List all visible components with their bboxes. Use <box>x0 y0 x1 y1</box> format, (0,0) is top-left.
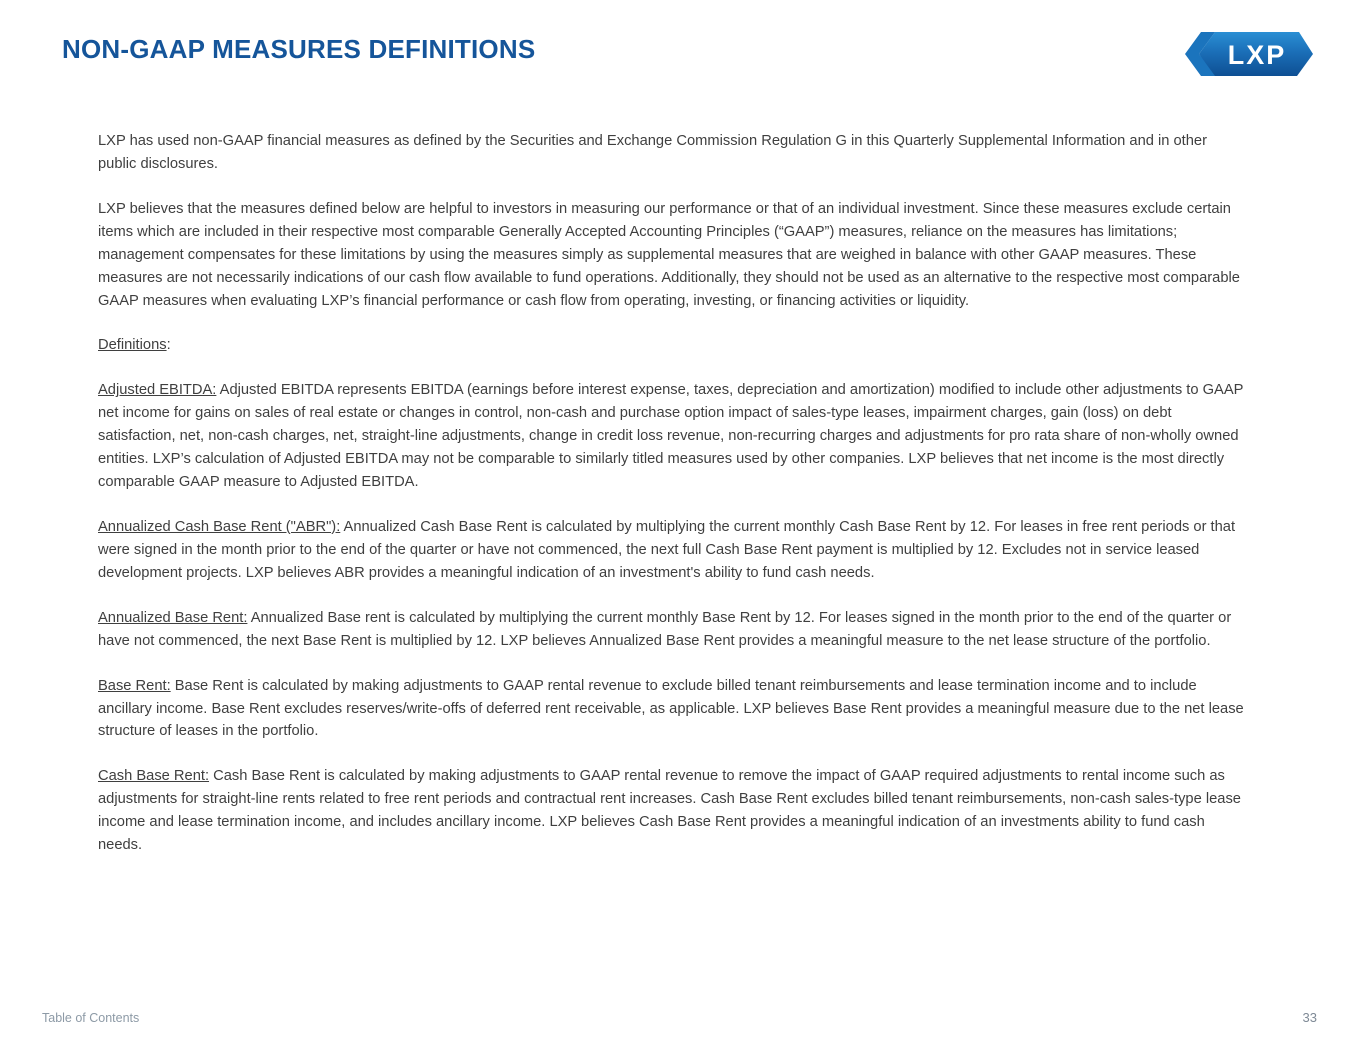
definition-text-base-rent: Base Rent is calculated by making adjustments to GAAP rental revenue to exclude billed tenant reimbursements and lease termination income and to include ancillary income. Base Rent excludes reserves/write-offs of deferred rent receivable, as applicable. LXP believes Base Rent provides a meaningful measure due to the net lease structure of leases in the portfolio. <box>98 677 1244 740</box>
definition-term-base-rent: Base Rent: <box>98 677 171 694</box>
definition-term-cash-base-rent: Cash Base Rent: <box>98 768 210 785</box>
definition-adjusted-ebitda <box>98 379 1246 494</box>
paragraph-intro-2: LXP believes that the measures defined below are helpful to investors in measuring our performance or that of an individual investment. Since these measures exclude certain items which are included in their respective most comparable Generally Accepted Accounting Principles (“GAAP”) measures, reliance on the measures has limitations; management compensates for these limitations by using the measures simply as supplemental measures that are weighed in balance with other GAAP measures. These measures are not necessarily indications of our cash flow available to fund operations. Additionally, they should not be used as an alternative to the respective most comparable GAAP measures when evaluating LXP’s financial performance or cash flow from operating, investing, or financing activities or liquidity. <box>98 200 1240 309</box>
definition-term-annualized-base-rent: Annualized Base Rent: <box>98 609 248 626</box>
svg-text:LXP: LXP <box>1227 40 1287 70</box>
definitions-heading-colon: : <box>166 337 171 354</box>
page-title: NON-GAAP MEASURES DEFINITIONS <box>62 34 536 64</box>
paragraph-intro-1: LXP has used non-GAAP financial measures as defined by the Securities and Exchange Commission Regulation G in this Quarterly Supplemental Information and in other public disclosures. <box>98 133 1207 172</box>
body-content <box>98 130 1246 857</box>
lxp-logo <box>1185 26 1313 82</box>
definition-text-adjusted-ebitda: Adjusted EBITDA represents EBITDA (earnings before interest expense, taxes, depreciation and amortization) modified to include other adjustments to GAAP net income for gains on sales of real estate or changes in control, non-cash and purchase option impact of sales-type leases, impairment charges, gain (loss) on debt satisfaction, net, non-cash charges, net, straight-line adjustments, change in credit loss revenue, non-recurring charges and adjustments for pro rata share of non-wholly owned entities. LXP’s calculation of Adjusted EBITDA may not be comparable to similarly titled measures used by other companies. LXP believes that net income is the most directly comparable GAAP measure to Adjusted EBITDA. <box>98 382 1244 491</box>
definitions-heading <box>98 334 1246 357</box>
page-number: 33 <box>1302 1010 1317 1025</box>
definition-annualized-base-rent <box>98 607 1246 653</box>
definitions-heading-label: Definitions <box>98 337 167 354</box>
definition-base-rent <box>98 675 1246 744</box>
definition-cash-base-rent <box>98 765 1246 857</box>
definition-term-annualized-cash-base-rent: Annualized Cash Base Rent ("ABR"): <box>98 518 341 535</box>
definition-text-annualized-base-rent: Annualized Base rent is calculated by multiplying the current monthly Base Rent by 12. For leases signed in the month prior to the end of the quarter or have not commenced, the next Base Rent is multiplied by 12. LXP believes Annualized Base Rent provides a meaningful measure to the net lease structure of the portfolio. <box>98 609 1232 649</box>
definition-text-annualized-cash-base-rent: Annualized Cash Base Rent is calculated by multiplying the current monthly Cash Base Rent by 12. For leases in free rent periods or that were signed in the month prior to the end of the quarter or have not commenced, the next full Cash Base Rent payment is multiplied by 12. Excludes not in service leased development projects. LXP believes ABR provides a meaningful indication of an investment's ability to fund cash needs. <box>98 518 1236 581</box>
table-of-contents-link[interactable]: Table of Contents <box>42 1011 140 1025</box>
definition-annualized-cash-base-rent <box>98 516 1246 585</box>
definition-text-cash-base-rent: Cash Base Rent is calculated by making adjustments to GAAP rental revenue to remove the impact of GAAP required adjustments to rental income such as adjustments for straight-line rents related to free rent periods and contractual rent increases. Cash Base Rent excludes billed tenant reimbursements, non-cash sales-type lease income and lease termination income, and includes ancillary income. LXP believes Cash Base Rent provides a meaningful indication of an investments ability to fund cash needs. <box>98 768 1241 854</box>
definition-term-adjusted-ebitda: Adjusted EBITDA: <box>98 382 217 399</box>
